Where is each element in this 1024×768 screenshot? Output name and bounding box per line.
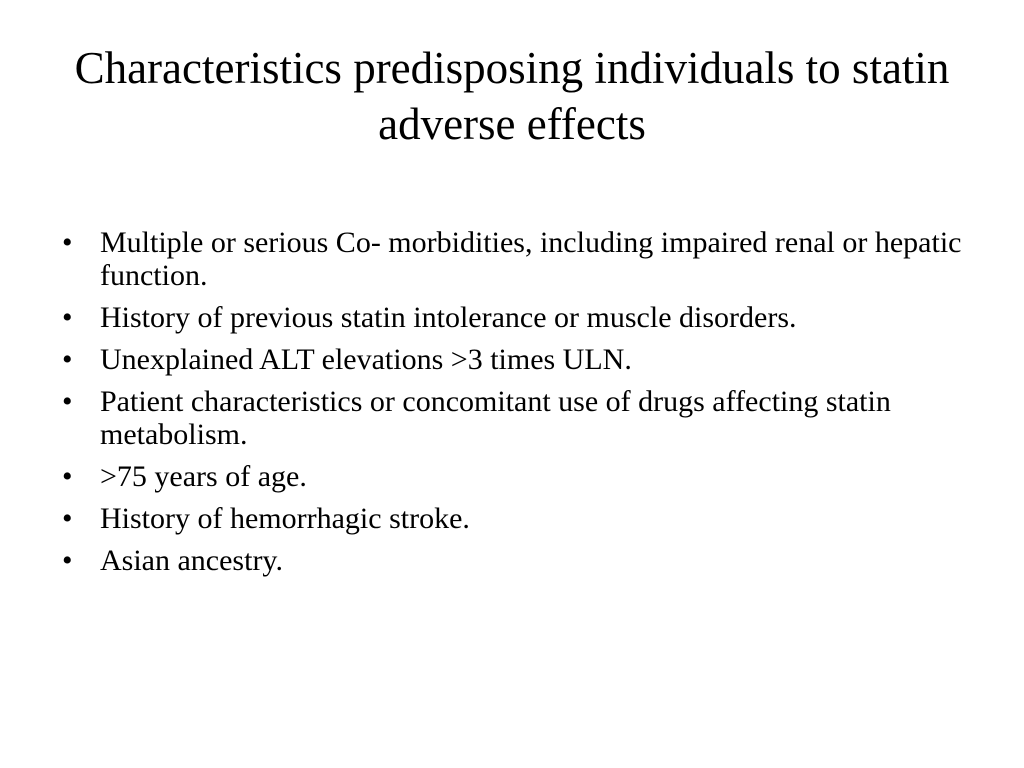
bullet-item bbox=[62, 301, 982, 334]
bullet-text: History of previous statin intolerance or muscle disorders. bbox=[100, 301, 797, 334]
bullet-icon: • bbox=[62, 301, 73, 334]
bullet-icon: • bbox=[62, 544, 73, 577]
bullet-item bbox=[62, 226, 982, 292]
bullet-text: Multiple or serious Co- morbidities, including impaired renal or hepatic function. bbox=[100, 226, 962, 292]
bullet-item bbox=[62, 343, 982, 376]
bullet-item bbox=[62, 385, 982, 451]
bullet-icon: • bbox=[62, 502, 73, 535]
bullet-icon: • bbox=[62, 343, 73, 376]
bullet-text: Asian ancestry. bbox=[100, 544, 283, 577]
slide-title: Characteristics predisposing individuals to statin adverse effects bbox=[74, 43, 950, 149]
bullet-item bbox=[62, 502, 982, 535]
bullet-text: History of hemorrhagic stroke. bbox=[100, 502, 470, 535]
bullet-text: Unexplained ALT elevations >3 times ULN. bbox=[100, 343, 632, 376]
bullet-icon: • bbox=[62, 385, 73, 418]
bullet-item bbox=[62, 544, 982, 577]
bullet-list bbox=[62, 226, 982, 586]
bullet-icon: • bbox=[62, 226, 73, 259]
bullet-text: Patient characteristics or concomitant use of drugs affecting statin metabolism. bbox=[100, 385, 891, 451]
bullet-text: >75 years of age. bbox=[100, 460, 307, 493]
bullet-item bbox=[62, 460, 982, 493]
bullet-icon: • bbox=[62, 460, 73, 493]
